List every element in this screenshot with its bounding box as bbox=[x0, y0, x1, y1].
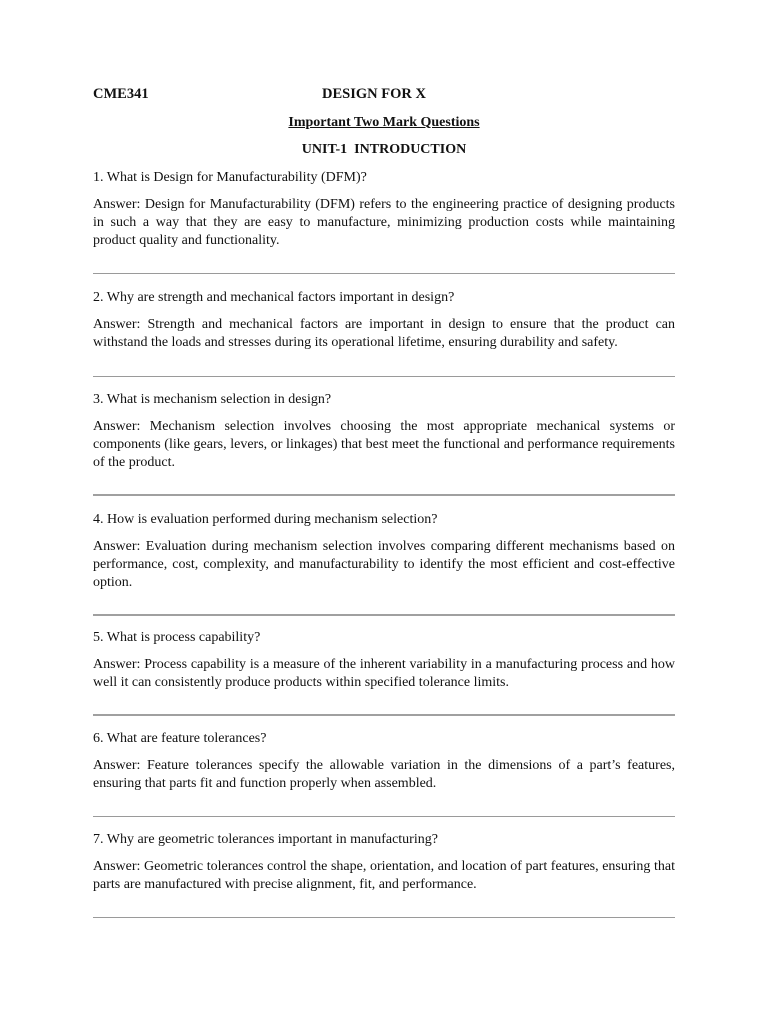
unit-heading: UNIT-1 INTRODUCTION bbox=[301, 142, 467, 157]
divider-line bbox=[93, 273, 675, 274]
question-text: 7. Why are geometric tolerances important in manufacturing? bbox=[93, 832, 438, 847]
answer-text: Answer: Design for Manufacturability (DFM) refers to the engineering practice of designing products in such a way that they are easy to manufacture, minimizing production costs while maintaining product quality and functionality. bbox=[93, 197, 675, 248]
divider-line bbox=[93, 816, 675, 817]
question-item-6 bbox=[93, 730, 675, 793]
answer-text: Answer: Strength and mechanical factors are important in design to ensure that the product can withstand the loads and stresses during its operational lifetime, ensuring durability and safety. bbox=[93, 317, 675, 350]
divider-line bbox=[93, 917, 675, 918]
question-list bbox=[93, 169, 675, 918]
question-text: 6. What are feature tolerances? bbox=[93, 731, 267, 746]
question-text: 4. How is evaluation performed during mechanism selection? bbox=[93, 512, 438, 527]
answer-text: Answer: Process capability is a measure of the inherent variability in a manufacturing process and how well it can consistently produce products within specified tolerance limits. bbox=[93, 657, 675, 690]
answer-text: Answer: Feature tolerances specify the allowable variation in the dimensions of a part’s features, ensuring that parts fit and function properly when assembled. bbox=[93, 758, 675, 791]
answer-text: Answer: Geometric tolerances control the shape, orientation, and location of part features, ensuring that parts are manufactured with precise alignment, fit, and performance. bbox=[93, 859, 675, 892]
divider-line bbox=[93, 494, 675, 496]
question-item-4 bbox=[93, 511, 675, 592]
document-subtitle: Important Two Mark Questions bbox=[288, 115, 480, 130]
document-page bbox=[93, 86, 675, 918]
course-code: CME341 bbox=[93, 86, 149, 102]
answer-text: Answer: Mechanism selection involves choosing the most appropriate mechanical systems or components (like gears, levers, or linkages) that best meet the functional and performance requirements of the product. bbox=[93, 419, 675, 470]
divider-line bbox=[93, 376, 675, 377]
question-text: 1. What is Design for Manufacturability (DFM)? bbox=[93, 170, 367, 185]
answer-text: Answer: Evaluation during mechanism selection involves comparing different mechanisms based on performance, cost, complexity, and manufacturability to identify the most efficient and cost-effective option. bbox=[93, 539, 675, 590]
question-text: 2. Why are strength and mechanical factors important in design? bbox=[93, 290, 455, 305]
question-item-5 bbox=[93, 629, 675, 692]
divider-line bbox=[93, 614, 675, 616]
question-item-2 bbox=[93, 289, 675, 352]
question-item-1 bbox=[93, 169, 675, 250]
question-item-3 bbox=[93, 391, 675, 472]
divider-line bbox=[93, 714, 675, 716]
question-item-7 bbox=[93, 831, 675, 894]
question-text: 3. What is mechanism selection in design? bbox=[93, 392, 332, 407]
document-header bbox=[93, 86, 675, 106]
question-text: 5. What is process capability? bbox=[93, 630, 261, 645]
document-title: DESIGN FOR X bbox=[322, 86, 426, 102]
